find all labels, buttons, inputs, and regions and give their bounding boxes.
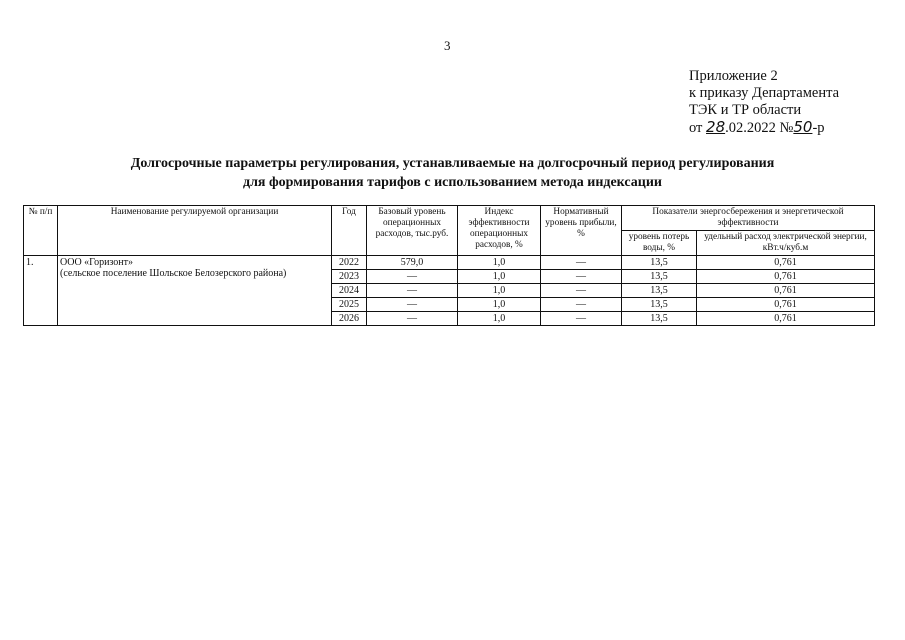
org-number: 1. (24, 256, 58, 326)
appendix-line-2: к приказу Департамента (689, 85, 840, 101)
consumption-cell: 0,761 (697, 298, 875, 312)
index-cell: 1,0 (458, 312, 541, 326)
year-cell: 2023 (332, 270, 367, 284)
losses-cell: 13,5 (622, 270, 697, 284)
title-line-2: для формирования тарифов с использованием метода индексации (242, 175, 662, 190)
date-prefix: от (689, 120, 707, 136)
appendix-line-3: ТЭК и ТР области (689, 102, 802, 118)
org-cell (58, 256, 332, 326)
year-cell: 2025 (332, 298, 367, 312)
appendix-line-1: Приложение 2 (689, 68, 778, 84)
profit-cell: — (541, 284, 622, 298)
base-cell: — (367, 270, 458, 284)
parameters-table (23, 205, 875, 326)
header-year: Год (332, 206, 367, 256)
consumption-cell: 0,761 (697, 270, 875, 284)
consumption-cell: 0,761 (697, 284, 875, 298)
order-suffix: -р (812, 120, 825, 136)
header-profit: Нормативный уровень прибыли, % (541, 206, 622, 256)
index-cell: 1,0 (458, 284, 541, 298)
org-note: (сельское поселение Шольское Белозерского района) (60, 268, 287, 279)
base-cell: — (367, 312, 458, 326)
index-cell: 1,0 (458, 298, 541, 312)
org-name: ООО «Горизонт» (60, 257, 134, 268)
index-cell: 1,0 (458, 256, 541, 270)
order-number: 50 (793, 118, 813, 136)
appendix-date-line (689, 119, 839, 137)
title-line-1: Долгосрочные параметры регулирования, устанавливаемые на долгосрочный период регулирования (130, 156, 775, 171)
header-efficiency-index: Индекс эффективности операционных расходов, % (458, 206, 541, 256)
year-cell: 2026 (332, 312, 367, 326)
appendix-block (689, 68, 839, 137)
profit-cell: — (541, 298, 622, 312)
consumption-cell: 0,761 (697, 256, 875, 270)
header-org: Наименование регулируемой организации (58, 206, 332, 256)
losses-cell: 13,5 (622, 298, 697, 312)
date-day: 28 (706, 118, 726, 136)
header-energy-consumption: удельный расход электрической энергии, кВт.ч/куб.м (697, 231, 875, 256)
year-cell: 2024 (332, 284, 367, 298)
base-cell: — (367, 298, 458, 312)
base-cell: — (367, 284, 458, 298)
year-cell: 2022 (332, 256, 367, 270)
profit-cell: — (541, 270, 622, 284)
page-number: 3 (444, 38, 451, 53)
table-row (24, 256, 875, 270)
losses-cell: 13,5 (622, 312, 697, 326)
header-water-losses: уровень потерь воды, % (622, 231, 697, 256)
profit-cell: — (541, 312, 622, 326)
profit-cell: — (541, 256, 622, 270)
header-energy-group: Показатели энергосбережения и энергетической эффективности (622, 206, 875, 231)
losses-cell: 13,5 (622, 284, 697, 298)
header-num: № п/п (24, 206, 58, 256)
header-base-costs: Базовый уровень операционных расходов, тыс.руб. (367, 206, 458, 256)
document-title (60, 154, 845, 192)
date-rest: .02.2022 № (725, 120, 794, 136)
consumption-cell: 0,761 (697, 312, 875, 326)
base-cell: 579,0 (367, 256, 458, 270)
index-cell: 1,0 (458, 270, 541, 284)
losses-cell: 13,5 (622, 256, 697, 270)
